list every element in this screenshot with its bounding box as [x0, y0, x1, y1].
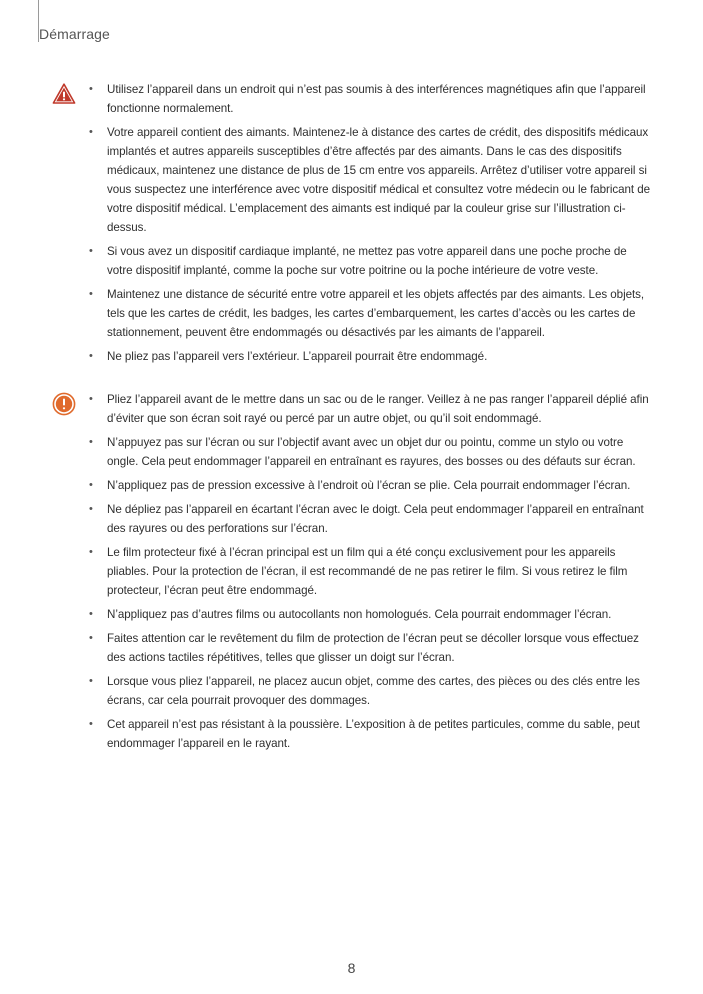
- warning-triangle-icon: [52, 82, 76, 106]
- list-item-text: Lorsque vous pliez l’appareil, ne placez aucun objet, comme des cartes, des pièces ou des clés entre les écrans, car cela pourrait provoquer des dommages.: [107, 675, 640, 707]
- warning-list: [88, 80, 654, 371]
- bullet-dot: •: [89, 608, 93, 620]
- bullet-dot: •: [89, 546, 93, 558]
- list-item-text: N’appliquez pas d’autres films ou autocollants non homologués. Cela pourrait endommager l’écran.: [107, 608, 612, 621]
- list-item: [88, 242, 654, 280]
- list-item: [88, 390, 654, 428]
- list-item: [88, 433, 654, 471]
- list-item: [88, 605, 654, 624]
- bullet-dot: •: [89, 436, 93, 448]
- bullet-dot: •: [89, 632, 93, 644]
- list-item: [88, 715, 654, 753]
- list-item: [88, 476, 654, 495]
- bullet-dot: •: [89, 126, 93, 138]
- bullet-dot: •: [89, 503, 93, 515]
- list-item-text: Ne pliez pas l’appareil vers l’extérieur. L’appareil pourrait être endommagé.: [107, 350, 488, 363]
- list-item-text: Si vous avez un dispositif cardiaque implanté, ne mettez pas votre appareil dans une poche proche de votre dispositif implanté, comme la poche sur votre poitrine ou la poche intérieure de votre veste.: [107, 245, 627, 277]
- list-item: [88, 123, 654, 237]
- list-item-text: Ne dépliez pas l’appareil en écartant l’écran avec le doigt. Cela peut endommager l’appareil en entraînant des rayures ou des perforations sur l’écran.: [107, 503, 644, 535]
- list-item: [88, 80, 654, 118]
- bullet-dot: •: [89, 675, 93, 687]
- caution-circle-icon: [52, 392, 76, 416]
- list-item-text: Le film protecteur fixé à l’écran principal est un film qui a été conçu exclusivement pour les appareils pliables. Pour la protection de l’écran, il est recommandé de ne pas retirer le film. Si vous retirez le film protecteur, l’écran peut être endommagé.: [107, 546, 628, 597]
- bullet-dot: •: [89, 393, 93, 405]
- bullet-dot: •: [89, 479, 93, 491]
- list-item-text: N’appuyez pas sur l’écran ou sur l’objectif avant avec un objet dur ou pointu, comme un stylo ou votre ongle. Cela peut endommager l’appareil en entraînant es rayures, des bosses ou des défauts sur écran.: [107, 436, 636, 468]
- bullet-dot: •: [89, 718, 93, 730]
- list-item: [88, 672, 654, 710]
- list-item: [88, 543, 654, 600]
- list-item: [88, 285, 654, 342]
- list-item-text: Votre appareil contient des aimants. Maintenez-le à distance des cartes de crédit, des dispositifs médicaux implantés et autres appareils susceptibles d’être affectés par des aimants. Dans le cas des dispositifs médicaux, maintenez une distance de plus de 15 cm entre vos appareils. Arrêtez d’utiliser votre appareil si vous suspectez une interférence avec votre dispositif médical et consultez votre médecin ou le fabricant de votre dispositif médical. L’emplacement des aimants est indiqué par la couleur grise sur l’illustration ci-dessus.: [107, 126, 651, 234]
- list-item-text: N’appliquez pas de pression excessive à l’endroit où l’écran se plie. Cela pourrait endommager l’écran.: [107, 479, 631, 492]
- page-number: 8: [347, 960, 356, 976]
- bullet-dot: •: [89, 83, 93, 95]
- list-item: [88, 629, 654, 667]
- caution-list: [88, 390, 654, 758]
- list-item-text: Utilisez l’appareil dans un endroit qui n’est pas soumis à des interférences magnétiques afin que l’appareil fonctionne normalement.: [107, 83, 646, 115]
- list-item-text: Maintenez une distance de sécurité entre votre appareil et les objets affectés par des aimants. Les objets, tels que les cartes de crédit, les badges, les cartes d’embarquement, les cartes d’accès ou les cartes de stationnement, peuvent être endommagés ou désactivés par les aimants de l’appareil.: [107, 288, 645, 339]
- list-item-text: Faites attention car le revêtement du film de protection de l’écran peut se décoller lorsque vous effectuez des actions tactiles répétitives, telles que glisser un doigt sur l’écran.: [107, 632, 639, 664]
- section-title: Démarrage: [39, 26, 110, 42]
- bullet-dot: •: [89, 288, 93, 300]
- list-item-text: Pliez l’appareil avant de le mettre dans un sac ou de le ranger. Veillez à ne pas ranger l’appareil déplié afin d’éviter que son écran soit rayé ou percé par un autre objet, ou qu’il soit endommagé.: [107, 393, 649, 425]
- list-item: [88, 500, 654, 538]
- list-item: [88, 347, 654, 366]
- list-item-text: Cet appareil n’est pas résistant à la poussière. L’exposition à de petites particules, comme du sable, peut endommager l’appareil en le rayant.: [107, 718, 640, 750]
- bullet-dot: •: [89, 245, 93, 257]
- bullet-dot: •: [89, 350, 93, 362]
